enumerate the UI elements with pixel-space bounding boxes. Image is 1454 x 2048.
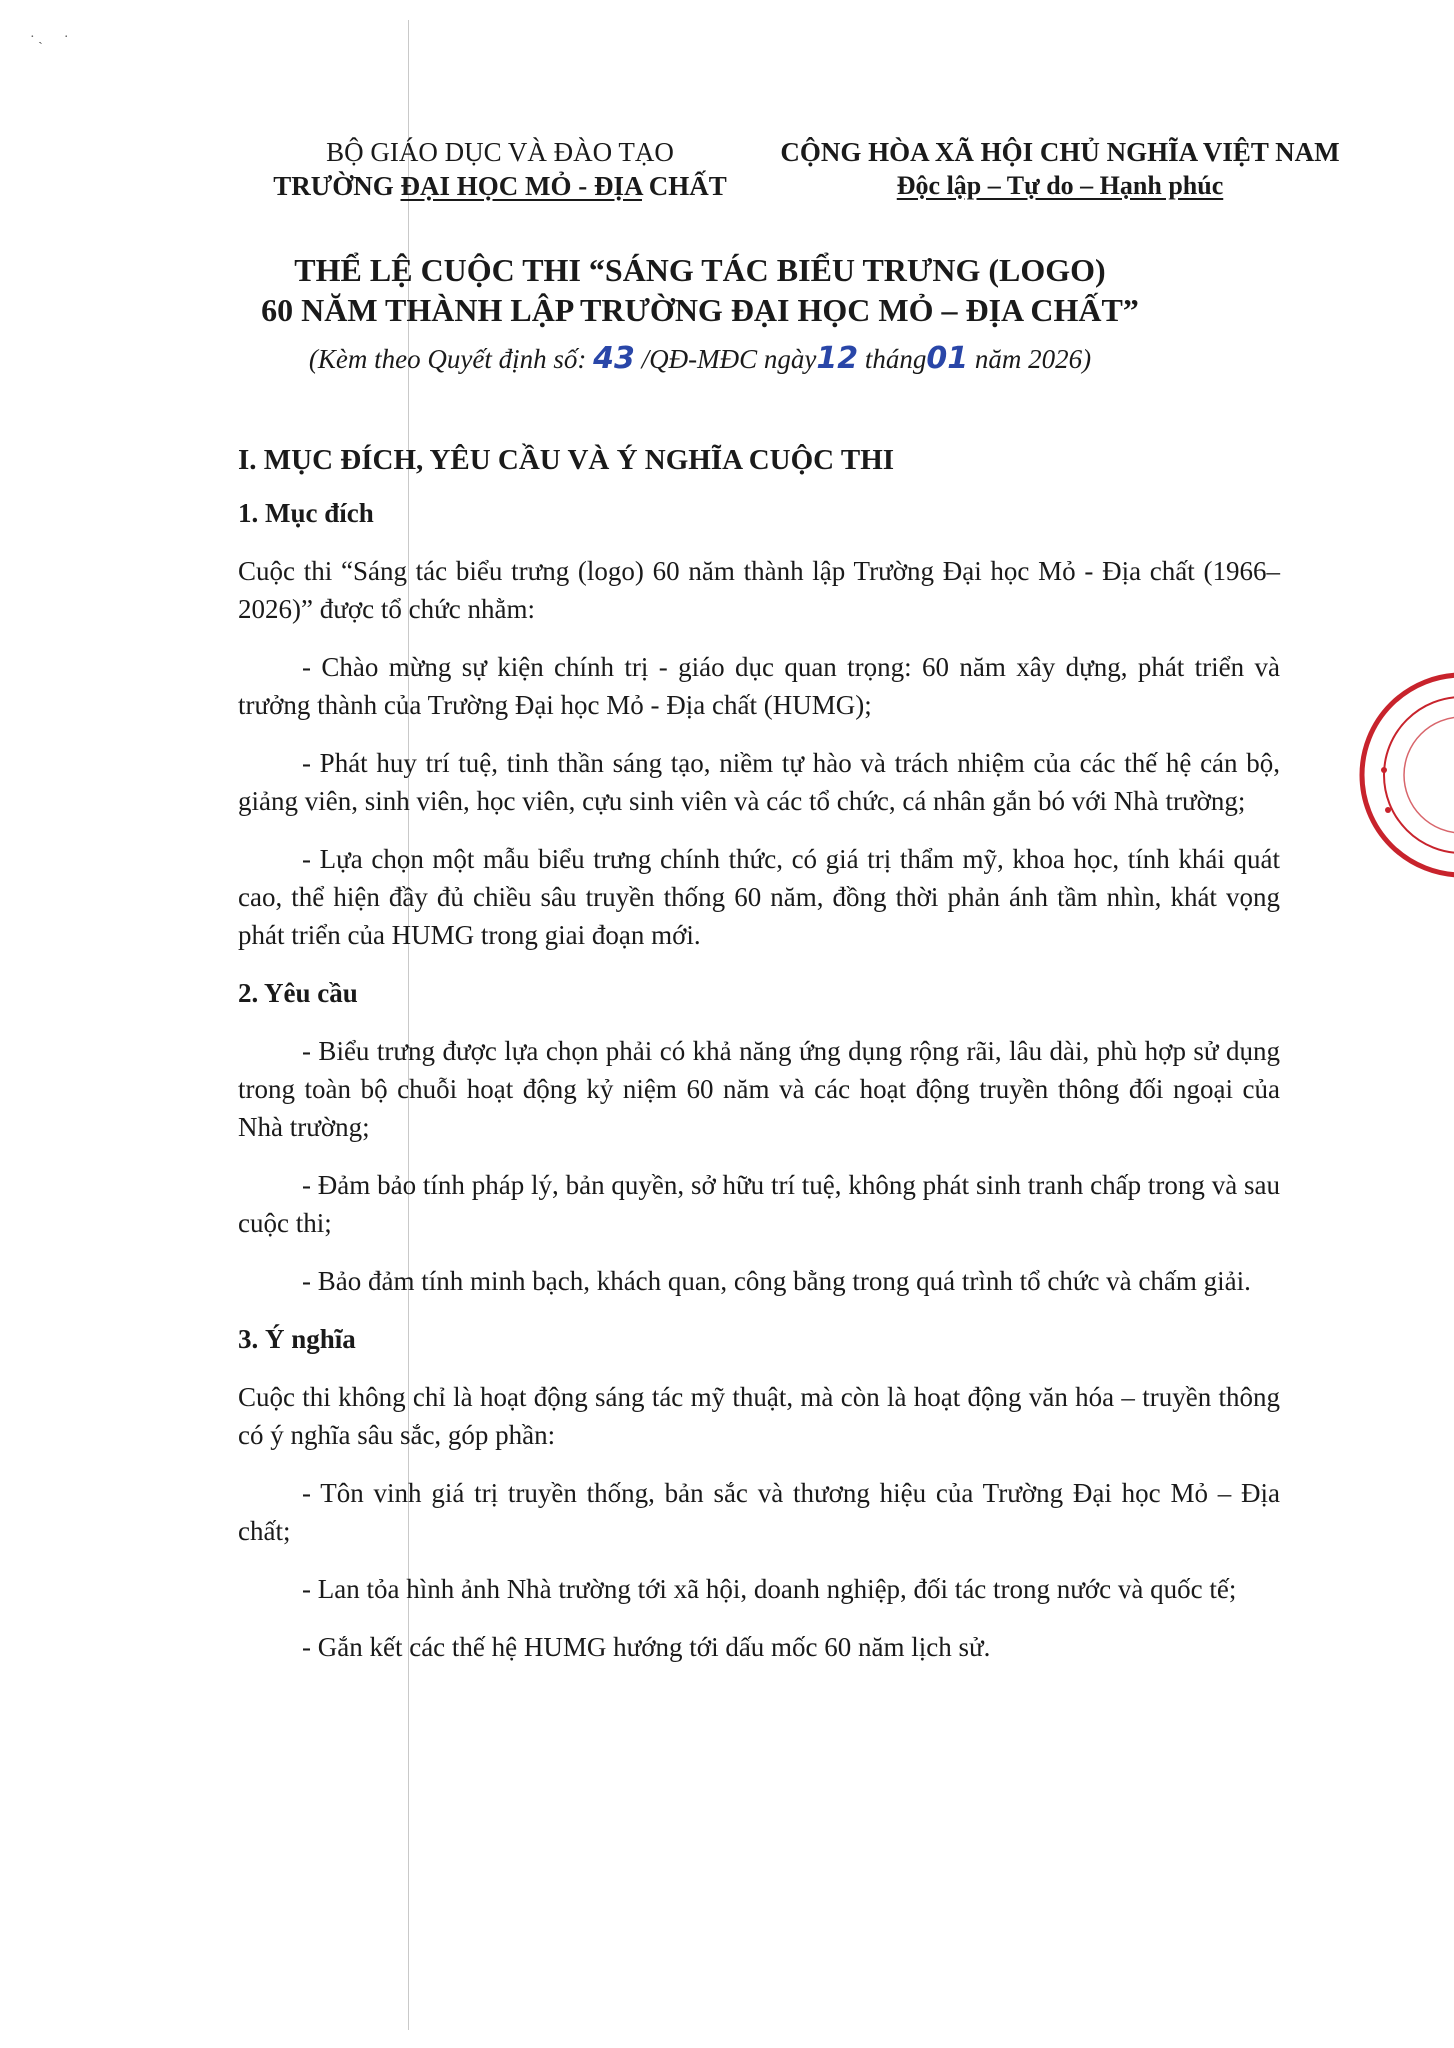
handwritten-day: 12 — [816, 341, 859, 376]
handwritten-month: 01 — [926, 341, 969, 376]
purpose-intro: Cuộc thi “Sáng tác biểu trưng (logo) 60 năm thành lập Trường Đại học Mỏ - Địa chất (1966–2026)” được tổ chức nhằm: — [238, 556, 1280, 624]
meaning-item: - Tôn vinh giá trị truyền thống, bản sắc và thương hiệu của Trường Đại học Mỏ – Địa chất; — [238, 1478, 1280, 1546]
ministry-name: BỘ GIÁO DỤC VÀ ĐÀO TẠO — [326, 137, 674, 167]
requirement-item: - Biểu trưng được lựa chọn phải có khả năng ứng dụng rộng rãi, lâu dài, phù hợp sử dụng trong toàn bộ chuỗi hoạt động kỷ niệm 60 năm và các hoạt động truyền thông đối ngoại của Nhà trường; — [238, 1036, 1280, 1142]
meaning-heading: 3. Ý nghĩa — [238, 1324, 356, 1354]
requirement-item: - Đảm bảo tính pháp lý, bản quyền, sở hữu trí tuệ, không phát sinh tranh chấp trong và sau cuộc thi; — [238, 1170, 1280, 1238]
national-motto: Độc lập – Tự do – Hạnh phúc — [896, 171, 1224, 200]
title-line-1: THỂ LỆ CUỘC THI “SÁNG TÁC BIỂU TRƯNG (LOGO) — [294, 252, 1106, 288]
purpose-item: - Chào mừng sự kiện chính trị - giáo dục quan trọng: 60 năm xây dựng, phát triển và trưởng thành của Trường Đại học Mỏ - Địa chất (HUMG); — [238, 652, 1280, 720]
seal-outer-ring — [1362, 675, 1454, 875]
purpose-item: - Lựa chọn một mẫu biểu trưng chính thức, có giá trị thẩm mỹ, khoa học, tính khái quát cao, thể hiện đầy đủ chiều sâu truyền thống 60 năm, đồng thời phản ánh tầm nhìn, khát vọng phát triển của HUMG trong giai đoạn mới. — [238, 844, 1280, 950]
meaning-intro: Cuộc thi không chỉ là hoạt động sáng tác mỹ thuật, mà còn là hoạt động văn hóa – truyền thông có ý nghĩa sâu sắc, góp phần: — [238, 1382, 1280, 1450]
header-right — [760, 135, 1360, 203]
section-heading: I. MỤC ĐÍCH, YÊU CẦU VÀ Ý NGHĨA CUỘC THI — [238, 444, 895, 476]
scan-specks: · ˎ · — [30, 30, 69, 45]
title-line-2: 60 NĂM THÀNH LẬP TRƯỜNG ĐẠI HỌC MỎ – ĐỊA CHẤT” — [261, 292, 1139, 328]
purpose-heading: 1. Mục đích — [238, 498, 374, 528]
meaning-item: - Gắn kết các thế hệ HUMG hướng tới dấu mốc 60 năm lịch sử. — [302, 1632, 991, 1662]
purpose-item: - Phát huy trí tuệ, tinh thần sáng tạo, niềm tự hào và trách nhiệm của các thế hệ cán bộ, giảng viên, sinh viên, học viên, cựu sinh viên và các tổ chức, cá nhân gắn bó với Nhà trường; — [238, 748, 1280, 816]
document-body — [238, 440, 1280, 1686]
meaning-item: - Lan tỏa hình ảnh Nhà trường tới xã hội, doanh nghiệp, đối tác trong nước và quốc tế; — [302, 1574, 1237, 1604]
republic-name: CỘNG HÒA XÃ HỘI CHỦ NGHĨA VIỆT NAM — [780, 137, 1340, 167]
requirement-item: - Bảo đảm tính minh bạch, khách quan, công bằng trong quá trình tổ chức và chấm giải. — [302, 1266, 1251, 1296]
seal-dot — [1381, 767, 1387, 773]
official-seal-stamp — [1352, 660, 1454, 890]
seal-dot — [1385, 807, 1391, 813]
university-name: TRƯỜNG ĐẠI HỌC MỎ - ĐỊA CHẤT — [273, 171, 727, 201]
requirements-heading: 2. Yêu cầu — [238, 978, 358, 1008]
seal-core-ring — [1404, 717, 1454, 833]
header-left — [250, 135, 750, 203]
attached-decision: (Kèm theo Quyết định số: 43 /QĐ-MĐC ngày12 tháng01 năm 2026) — [308, 341, 1092, 376]
document-title — [200, 250, 1200, 330]
handwritten-decision-number: 43 — [593, 341, 635, 376]
